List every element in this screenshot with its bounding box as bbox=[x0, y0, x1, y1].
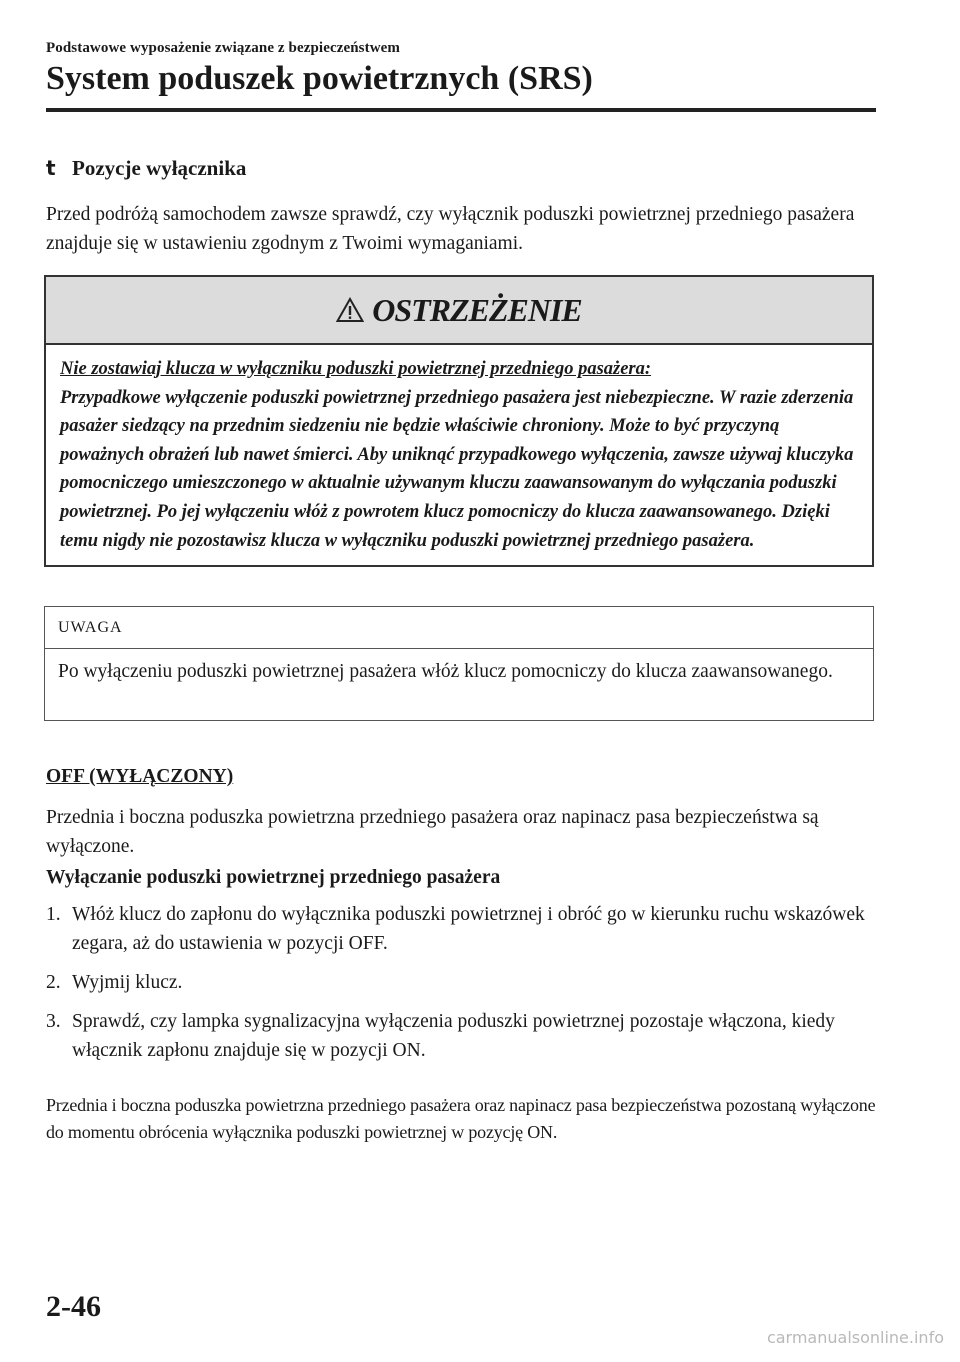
subsection-heading bbox=[46, 156, 246, 181]
step-number: 3. bbox=[46, 1011, 61, 1032]
page-number: 2-46 bbox=[46, 1290, 101, 1323]
watermark: carmanualsonline.info bbox=[766, 1328, 944, 1347]
warning-header bbox=[46, 277, 872, 345]
list-item bbox=[46, 968, 866, 997]
warning-body bbox=[46, 345, 872, 555]
warning-triangle-icon bbox=[336, 297, 364, 323]
steps-list bbox=[46, 900, 866, 1075]
intro-paragraph: Przed podróżą samochodem zawsze sprawdź, czy wyłącznik poduszki powietrznej przedniego pasażera znajduje się w ustawieniu zgodnym z Twoimi wymaganiami. bbox=[46, 204, 855, 254]
note-text: Po wyłączeniu poduszki powietrznej pasażera włóż klucz pomocniczy do klucza zaawansowanego. bbox=[58, 661, 833, 682]
list-item bbox=[46, 900, 866, 958]
step-number: 1. bbox=[46, 904, 61, 925]
subsection-bullet: t bbox=[46, 156, 56, 180]
note-box bbox=[44, 606, 874, 721]
step-text: Włóż klucz do zapłonu do wyłącznika poduszki powietrznej i obróć go w kierunku ruchu wskazówek zegara, aż do ustawienia w pozycji OFF. bbox=[72, 904, 865, 954]
step-text: Sprawdź, czy lampka sygnalizacyjna wyłączenia poduszki powietrznej pozostaje włączona, kiedy włącznik zapłonu znajduje się w pozycji ON. bbox=[72, 1011, 835, 1061]
title-divider bbox=[46, 108, 876, 112]
off-heading: OFF (WYŁĄCZONY) bbox=[46, 766, 234, 787]
warning-text: Przypadkowe wyłączenie poduszki powietrznej przedniego pasażera jest niebezpieczne. W razie zderzenia pasażer siedzący na przednim siedzeniu nie będzie właściwie chroniony. Może to być przyczyną poważnych obrażeń lub nawet śmierci. Aby uniknąć przypadkowego wyłączenia, zawsze używaj kluczyka pomocniczego umieszczonego w aktualnie używanym kluczu zaawansowanym do wyłączania poduszki powietrznej. Po jej wyłączeniu włóż z powrotem klucz pomocniczy do klucza zaawansowanego. Dzięki temu nigdy nie pozostawisz klucza w wyłączniku poduszki powietrznej przedniego pasażera. bbox=[60, 387, 854, 551]
footnote: Przednia i boczna poduszka powietrzna przedniego pasażera oraz napinacz pasa bezpieczeństwa pozostaną wyłączone do momentu obrócenia wyłącznika poduszki powietrznej w pozycję ON. bbox=[46, 1095, 876, 1142]
warning-title: OSTRZEŻENIE bbox=[372, 291, 582, 328]
step-number: 2. bbox=[46, 972, 61, 993]
section-label: Podstawowe wyposażenie związane z bezpieczeństwem bbox=[46, 40, 400, 56]
chapter-title: System poduszek powietrznych (SRS) bbox=[46, 60, 593, 97]
note-title: UWAGA bbox=[45, 607, 873, 649]
steps-heading: Wyłączanie poduszki powietrznej przedniego pasażera bbox=[46, 867, 501, 888]
warning-box bbox=[44, 275, 874, 567]
warning-lead: Nie zostawiaj klucza w wyłączniku poduszki powietrznej przedniego pasażera: bbox=[60, 359, 652, 379]
off-description: Przednia i boczna poduszka powietrzna przedniego pasażera oraz napinacz pasa bezpieczeństwa są wyłączone. bbox=[46, 807, 819, 857]
subsection-title: Pozycje wyłącznika bbox=[72, 156, 247, 180]
list-item bbox=[46, 1007, 866, 1065]
step-text: Wyjmij klucz. bbox=[72, 972, 183, 993]
